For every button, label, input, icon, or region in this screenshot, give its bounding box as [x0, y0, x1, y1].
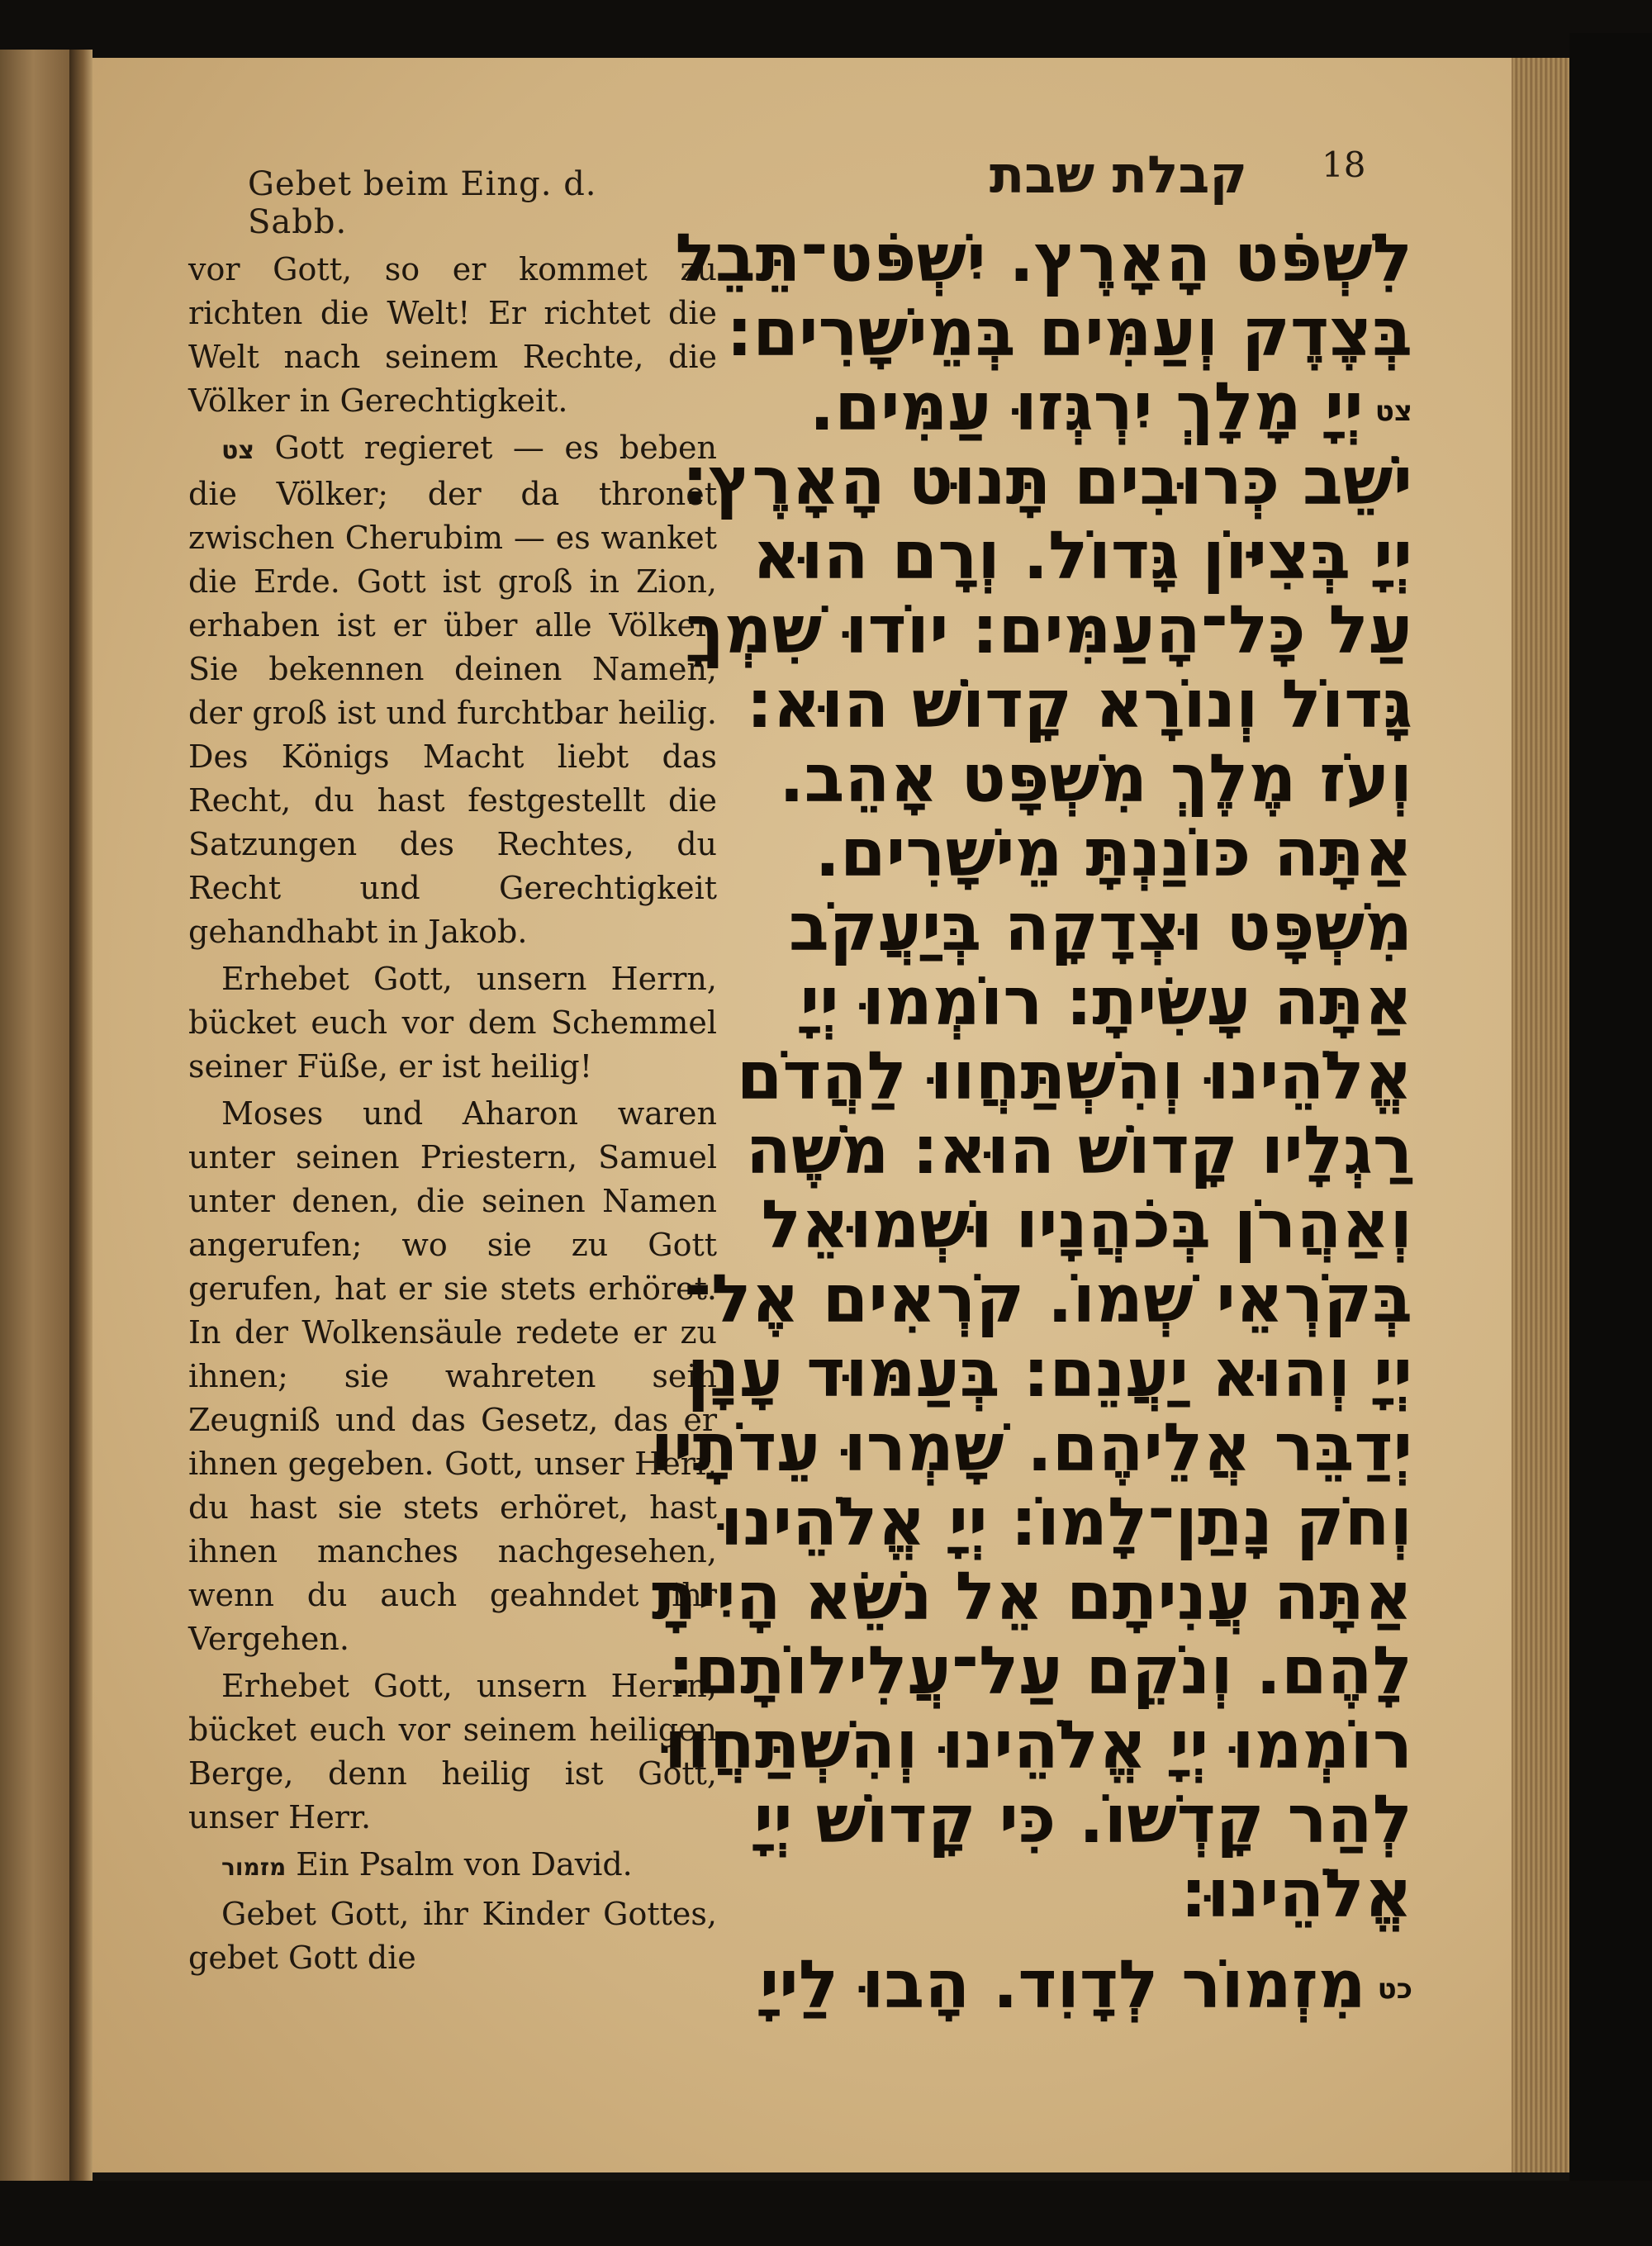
hebrew-line: וְחֹק נָתַן־לָמוֹ: יְיָ אֱלֹהֵינוּ: [719, 1484, 1412, 1560]
hebrew-line: רַגְלָיו קָדוֹשׁ הוּא: מֹשֶׁה: [745, 1112, 1412, 1189]
hebrew-line-text: יְיָ מָלָךְ יִרְגְּזוּ עַמִּים.: [809, 368, 1364, 445]
page-number: 18: [1322, 145, 1366, 185]
german-paragraph: Erhebet Gott, unsern Herrn, bücket euch vor seinem heiligen Berge, denn heilig ist Gott, unser Herr.: [188, 1668, 717, 1835]
hebrew-line-text: מִזְמוֹר לְדָוִד. הָבוּ לַייָ: [759, 1946, 1366, 2023]
hebrew-line: יְיָ וְהוּא יַעֲנֵם: בְּעַמּוּד עָנָן: [686, 1335, 1412, 1412]
hebrew-line: גָּדוֹל וְנוֹרָא קָדוֹשׁ הוּא:: [746, 666, 1412, 743]
hebrew-line: אֱלֹהֵינוּ וְהִשְׁתַּחֲווּ לַהֲדֹם: [736, 1038, 1412, 1114]
hebrew-line: לִשְׁפֹּט הָאָרֶץ. יִשְׁפֹּט־תֵּבֵל: [675, 220, 1412, 297]
hebrew-line: יְיָ בְּצִיּוֹן גָּדוֹל. וְרָם הוּא: [752, 517, 1412, 594]
verse-mark: כט: [1377, 1973, 1412, 2006]
german-paragraph: Gebet Gott, ihr Kinder Gottes, gebet Gott die: [188, 1896, 717, 1976]
german-paragraph-text: Gott regieret — es beben die Völker; der da thronet zwischen Cherubim — es wanket die Erde. Gott ist groß in Zion, erhaben ist er über alle Völker. Sie bekennen deinen Namen, der groß ist und furchtbar heilig. Des Königs Macht liebt das Recht, du hast festgestellt die Satzungen des Rechtes, du Recht und Gerechtigkeit gehandhabt in Jakob.: [188, 430, 717, 950]
hebrew-line: אַתָּה כּוֹנַנְתָּ מֵישָׁרִים.: [814, 814, 1412, 891]
book-cover-bottom: [0, 2181, 1652, 2246]
hebrew-line: לָהֶם. וְנֹקֵם עַל־עֲלִילוֹתָם:: [667, 1632, 1412, 1709]
german-paragraph: [188, 426, 717, 954]
hebrew-line: עַל כָּל־הָעַמִּים: יוֹדוּ שִׁמְךָ: [686, 591, 1412, 668]
hebrew-text-column: [650, 220, 1412, 2023]
hebrew-line: [727, 370, 1412, 444]
hebrew-line: [727, 1948, 1412, 2022]
running-head-german: Gebet beim Eing. d. Sabb.: [248, 165, 597, 241]
german-paragraph: vor Gott, so er kommet zu richten die Welt! Er richtet die Welt nach seinem Rechte, die Völker in Gerechtigkeit.: [188, 251, 717, 419]
book-cover-right: [1569, 33, 1652, 2246]
german-paragraph: Erhebet Gott, unsern Herrn, bücket euch vor dem Schemmel seiner Füße, er ist heilig!: [188, 961, 717, 1085]
running-head-hebrew: קבלת שבת: [989, 145, 1247, 205]
book-cover-top: [0, 0, 1652, 58]
hebrew-line: מִשְׁפָּט וּצְדָקָה בְּיַעֲקֹב: [789, 889, 1412, 966]
hebrew-line: בְּקֹרְאֵי שְׁמוֹ. קֹרְאִים אֶל־: [683, 1261, 1412, 1337]
german-paragraph: Moses und Aharon waren unter seinen Priestern, Samuel unter denen, die seinen Namen angerufen; wo sie zu Gott gerufen, hat er sie stets erhöret. In der Wolkensäule redete er zu ihnen; sie wahreten sein Zeugniß und das Gesetz, das er ihnen gegeben. Gott, unser Herr, du hast sie stets erhöret, hast ihnen manches nachgesehen, wenn du auch geahndet ihr Vergehen.: [188, 1095, 717, 1657]
hebrew-line: יְדַבֵּר אֲלֵיהֶם. שָׁמְרוּ עֵדֹתָיו: [650, 1409, 1412, 1486]
hebrew-line: אַתָּה עָשִׂיתָ: רוֹמְמוּ יְיָ: [800, 963, 1412, 1040]
german-paragraph: [188, 1843, 717, 1889]
hebrew-line: וְאַהֲרֹן בְּכֹהֲנָיו וּשְׁמוּאֵל: [761, 1186, 1412, 1263]
psalm-mark: צט: [221, 436, 254, 465]
page-edges: [1512, 58, 1569, 2172]
book-gutter: [69, 50, 93, 2197]
hebrew-line: וְעֹז מֶלֶךְ מִשְׁפָּט אָהֵב.: [779, 740, 1412, 817]
hebrew-line: בְּצֶדֶק וְעַמִּים בְּמֵישָׁרִים:: [726, 294, 1412, 371]
hebrew-line: אַתָּה עֲנִיתָם אֵל נֹשֵׂא הָיִיתָ: [651, 1558, 1412, 1635]
hebrew-line: אֱלֹהֵינוּ:: [1180, 1855, 1412, 1932]
german-translation-column: [188, 248, 717, 1983]
verse-mark: צט: [1374, 395, 1412, 429]
left-page-edge: [0, 50, 74, 2197]
hebrew-psalm-label: מזמור: [221, 1854, 287, 1881]
hebrew-line: לְהַר קָדְשׁוֹ. כִּי קָדוֹשׁ יְיָ: [753, 1781, 1412, 1858]
hebrew-line: יֹשֵׁב כְּרוּבִים תָּנוּט הָאָרֶץ:: [681, 443, 1412, 520]
german-paragraph-text: Ein Psalm von David.: [296, 1846, 633, 1883]
hebrew-line: רוֹמְמוּ יְיָ אֱלֹהֵינוּ וְהִשְׁתַּחֲווּ: [663, 1707, 1412, 1783]
